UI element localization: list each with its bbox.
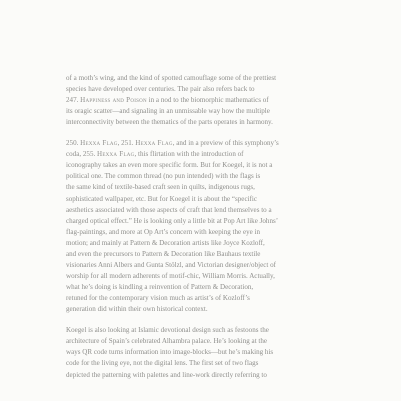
text-run: retuned for the contemporary vision much as artist’s of Kozloff’s [66,294,250,303]
text-run: interconnectivity between the thematics of the parts operates in harmony. [66,118,273,127]
artwork-title: Hexxa Flag [80,139,118,148]
text-line [66,358,340,369]
text-run: its oragic scatter—and signaling in an unmissable way how the multiple [66,107,270,116]
text-line [66,370,340,381]
text-run: aesthetics associated with those aspects of craft that lend themselves to a [66,205,272,214]
text-run: coda, 255. [66,150,98,159]
text-run: Koegel is also looking at Islamic devotional design such as festoons the [66,326,269,335]
text-run: , 251. [117,139,136,148]
text-run: what he’s doing is kindling a reinvention of Pattern & Decoration, [66,283,254,292]
text-line [66,171,340,182]
text-run: iconography takes an even more specific form. But for Koegel, it is not a [66,161,273,170]
text-line [66,347,340,358]
text-line [66,282,340,293]
text-run: charged optical effect.” He is looking only a little bit at Pop Art like Johns’ [66,216,279,225]
text-line [66,238,340,249]
text-line [66,138,340,149]
text-run: , this flirtation with the introduction of [134,150,244,159]
text-line [66,249,340,260]
text-line [66,304,340,315]
text-line [66,227,340,238]
text-line [66,117,340,128]
text-line [66,160,340,171]
paragraph-1 [66,73,340,128]
text-line [66,205,340,216]
text-run: sophisticated wallpaper, etc. But for Koegel it is about the “specific [66,194,258,203]
artwork-title: Hexxa Flag [135,139,173,148]
text-run: in a nod to the biomorphic mathematics of [146,96,269,105]
text-line [66,182,340,193]
text-line [66,271,340,282]
text-line [66,84,340,95]
text-run: flag-paintings, and more at Op Art’s concern with keeping the eye in [66,227,261,236]
text-run: 250. [66,139,81,148]
text-run: depicted the patterning with palettes and line-work directly referring to [66,370,267,379]
text-run: of a moth’s wing, and the kind of spotted camouflage some of the prettiest [66,74,277,82]
text-line [66,194,340,205]
paragraph-3 [66,325,340,380]
text-line [66,325,340,336]
text-run: the same kind of textile-based craft seen in quilts, indigenous rugs, [66,183,255,192]
text-line [66,95,340,106]
artwork-title: Hexxa Flag [97,150,135,159]
text-run: , and in a preview of this symphony’s [172,139,279,148]
paragraph-2 [66,138,340,316]
artwork-title: Happiness and Poison [80,96,147,105]
text-run: and even the precursors to Pattern & Decoration like Bauhaus textile [66,250,261,258]
text-run: ways QR code turns information into image-blocks—but he’s making his [66,348,274,357]
text-run: species have developed over centuries. The pair also refers back to [66,85,255,94]
text-run: political one. The common thread (no pun intended) with the flags is [66,172,261,181]
text-line [66,106,340,117]
text-run: 247. [66,96,81,105]
text-run: motion; and mainly at Pattern & Decoration artists like Joyce Kozloff, [66,238,265,247]
text-run: worship for all modern adherents of motif-chic, William Morris. Actually, [66,272,275,281]
text-line [66,73,340,84]
body-text-column [66,73,340,381]
text-line [66,336,340,347]
text-line [66,260,340,271]
text-run: visionaries Anni Albers and Gunta Stölzl, and Victorian designer/object of [66,261,276,270]
text-run: generation did within their own historical context. [66,305,208,314]
text-run: code for the living eye, not the digital lens. The first set of two flags [66,359,259,368]
text-line [66,293,340,304]
text-run: architecture of Spain’s celebrated Alhambra palace. He’s looking at the [66,337,268,346]
text-line [66,149,340,160]
text-line [66,216,340,227]
